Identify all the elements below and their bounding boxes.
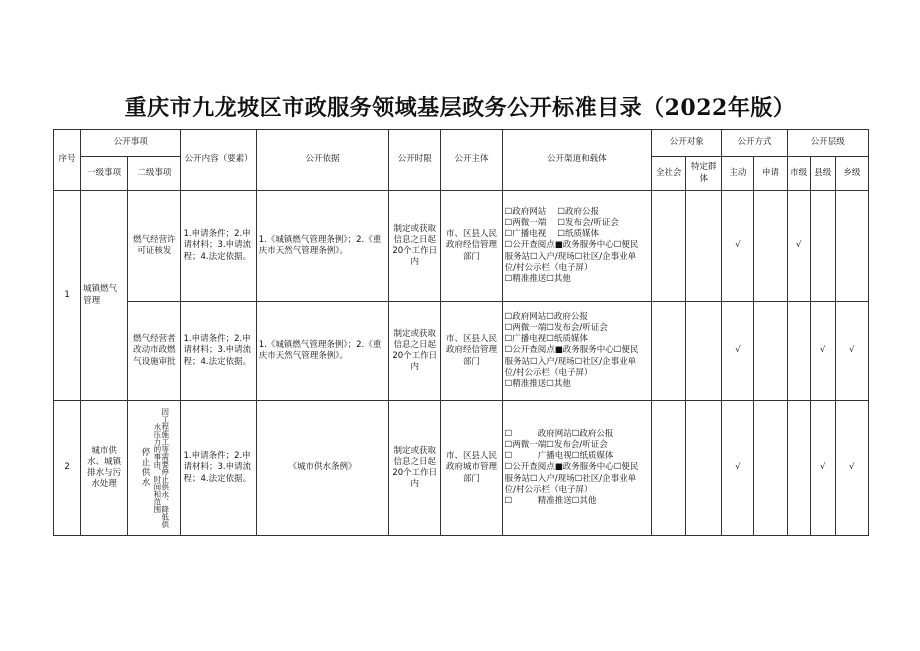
channel-line: ☐精准推送☐其他 [504,273,571,284]
row-specific [686,191,722,302]
row-level2-detail: 因工程施工等需要停止供水、降低供水压力的事由、时间和范围 [152,408,170,528]
channel-line: ☐公开查阅点■政务服务中心☐便民 [504,240,639,251]
channel-line: ☐ 广播电视☐纸质媒体 [504,451,614,462]
row-level2: 燃气经营许可证核发 [128,191,181,302]
header-level1: 一级事项 [81,157,128,191]
channel-line: ☐公开查阅点■政务服务中心☐便民 [504,462,639,473]
row-county [810,191,835,302]
channel-line: ☐ 政府网站☐政府公报 [504,429,614,440]
row-time: 制定或获取信息之日起20个工作日内 [389,191,441,302]
row-level1: 城市供水、城镇排水与污水处理 [81,401,128,536]
row-content: 1.申请条件；2.申请材料；3.申请流程；4.法定依据。 [181,401,256,536]
row-seq: 2 [54,401,81,536]
header-content: 公开内容（要素） [181,130,256,191]
header-channel: 公开渠道和载体 [502,130,652,191]
row-seq: 1 [54,191,81,401]
channel-line: 服务站☐入户/现场☐社区/企事业单 [504,356,637,367]
channel-line: ☐广播电视 ☐纸质媒体 [504,229,600,240]
row-town: √ [835,401,868,536]
channel-line: ☐政府网站☐政府公报 [504,312,588,323]
channel-line: 位/村公示栏（电子屏） [504,484,593,495]
table-row [54,401,869,536]
row-county: √ [810,302,835,401]
channel-line: ☐精准推送☐其他 [504,378,571,389]
row-subject: 市、区县人民政府城市管理部门 [441,401,502,536]
row-all-society [652,401,686,536]
channel-line: 位/村公示栏（电子屏） [504,262,593,273]
row-channel [502,302,652,401]
row-level2: 停止供水 [141,447,151,489]
header-seq: 序号 [54,130,81,191]
row-city: √ [787,191,810,302]
row-city [787,401,810,536]
channel-line: 服务站☐入户/现场☐社区/企事业单 [504,473,637,484]
channel-line: 服务站☐入户/现场☐社区/企事业单 [504,251,637,262]
header-specific: 特定群体 [686,157,722,191]
header-all-society: 全社会 [652,157,686,191]
header-method: 公开方式 [722,130,787,157]
channel-line: ☐两微一端☐发布会/听证会 [504,440,608,451]
header-layer: 公开层级 [787,130,868,157]
row-county: √ [810,401,835,536]
row-town [835,191,868,302]
row-time: 制定或获取信息之日起20个工作日内 [389,302,441,401]
row-subject: 市、区县人民政府经信管理部门 [441,302,502,401]
channel-line: ☐广播电视☐纸质媒体 [504,334,588,345]
row-town: √ [835,302,868,401]
row-all-society [652,191,686,302]
header-city: 市级 [787,157,810,191]
header-active: 主动 [722,157,754,191]
row-specific [686,401,722,536]
row-city [787,302,810,401]
row-specific [686,302,722,401]
header-row-1 [54,130,869,157]
header-basis: 公开依据 [256,130,388,191]
row-apply [754,401,787,536]
row-content: 1.申请条件；2.申请材料；3.申请流程；4.法定依据。 [181,191,256,302]
row-apply [754,191,787,302]
channel-line: ☐公开查阅点■政务服务中心☐便民 [504,345,639,356]
channel-line: ☐政府网站 ☐政府公报 [504,207,600,218]
row-basis: 1.《城镇燃气管理条例》；2.《重庆市天然气管理条例》。 [256,191,388,302]
row-level2: 燃气经营者改动市政燃气设施审批 [128,302,181,401]
header-level2: 二级事项 [128,157,181,191]
row-level1: 城镇燃气管理 [81,191,128,401]
row-time: 制定或获取信息之日起20个工作日内 [389,401,441,536]
row-all-society [652,302,686,401]
row-channel [502,191,652,302]
row-basis: 《城市供水条例》 [256,401,388,536]
channel-line: 位/村公示栏（电子屏） [504,367,593,378]
row-level2-cell [128,401,181,536]
header-matter: 公开事项 [81,130,181,157]
header-county: 县级 [810,157,835,191]
row-content: 1.申请条件；2.申请材料；3.申请流程；4.法定依据。 [181,302,256,401]
header-town: 乡级 [835,157,868,191]
row-active: √ [722,191,754,302]
channel-line: ☐两微一端☐发布会/听证会 [504,323,608,334]
channel-line: ☐两微一端 ☐发布会/听证会 [504,218,619,229]
catalog-table [53,129,869,536]
row-basis: 1.《城镇燃气管理条例》；2.《重庆市天然气管理条例》。 [256,302,388,401]
header-time: 公开时限 [389,130,441,191]
row-apply [754,302,787,401]
header-target: 公开对象 [652,130,722,157]
page-title: 重庆市九龙坡区市政服务领域基层政务公开标准目录（2022年版） [124,95,796,121]
row-channel [502,401,652,536]
header-subject: 公开主体 [441,130,502,191]
row-active: √ [722,401,754,536]
header-apply: 申请 [754,157,787,191]
table-row [54,302,869,401]
row-subject: 市、区县人民政府经信管理部门 [441,191,502,302]
table-row [54,191,869,302]
channel-line: ☐ 精准推送☐其他 [504,495,597,506]
row-active: √ [722,302,754,401]
